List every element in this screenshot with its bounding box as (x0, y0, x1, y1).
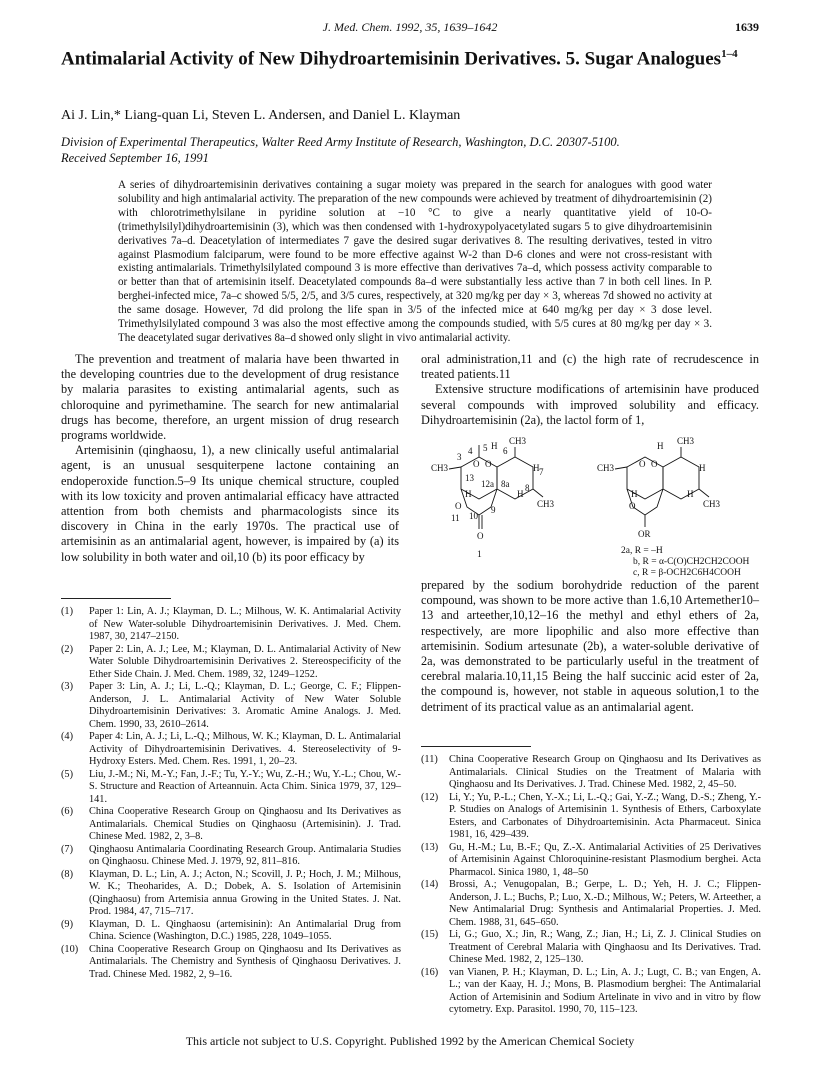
reference-item (61, 919, 401, 944)
reference-item (61, 731, 401, 769)
reference-item (421, 842, 761, 880)
atom-o: O (473, 459, 480, 469)
reference-text: Li, Y.; Yu, P.-L.; Chen, Y.-X.; Li, L.-Q.; Gai, Y.-Z.; Wang, D.-S.; Zheng, Y.-P. Studies on Analogs of Artemisinin 1. Synthesis of Ethers, Carboxylate Esters, and Carbonates of Dihydroartemisinin. Acta Pharmaceut. Sinica 1981, 16, 429–439. (449, 791, 761, 840)
affiliation-block (61, 134, 759, 166)
atom-num: 7 (539, 467, 544, 477)
atom-num: 13 (465, 473, 474, 483)
r-group-b: b, R = α-C(O)CH2CH2COOH (633, 557, 750, 567)
reference-item (61, 769, 401, 807)
reference-text: Paper 3: Lin, A. J.; Li, L.-Q.; Klayman, D. L.; George, C. F.; Flippen-Anderson, J. L. Antimalarial Activity of New Water Soluble Dihydroartemisinin Derivatives: 3. Aromatic Amine Analogs. J. Med. Chem. 1990, 33, 2610–2614. (89, 681, 401, 730)
compound-2-labels (597, 436, 750, 577)
reference-item (61, 681, 401, 731)
atom-h: H (699, 463, 706, 473)
atom-ch3: CH3 (431, 463, 449, 473)
reference-number: (1) (61, 606, 74, 617)
reference-number: (3) (61, 681, 74, 692)
chemical-structures (421, 427, 759, 577)
reference-text: China Cooperative Research Group on Qinghaosu and Its Derivatives as Antimalarials. The Chemistry and Synthesis of Qinghaosu Derivatives. J. Trad. Chinese Med. 1982, 2, 9–16. (89, 943, 401, 980)
atom-num: 8 (525, 483, 530, 493)
reference-item (421, 929, 761, 967)
reference-number: (12) (421, 791, 439, 803)
footnote-rule (61, 598, 171, 599)
reference-item (421, 879, 761, 929)
compound-1-label: 1 (477, 550, 482, 560)
affiliation: Division of Experimental Therapeutics, Walter Reed Army Institute of Research, Washington, D.C. 20307-5100. (61, 135, 620, 149)
reference-item (61, 844, 401, 869)
reference-item (421, 967, 761, 1017)
atom-num: 9 (491, 505, 496, 515)
left-column (61, 352, 399, 565)
atom-o: O (639, 459, 646, 469)
reference-number: (2) (61, 643, 74, 655)
reference-number: (15) (421, 929, 439, 940)
reference-item (421, 754, 761, 792)
reference-text: Paper 1: Lin, A. J.; Klayman, D. L.; Milhous, W. K. Antimalarial Activity of New Water-soluble Dihydroartemisinin Derivatives. J. Med. Chem. 1987, 30, 2147–2150. (89, 606, 401, 642)
title-ref-sup: 1–4 (721, 48, 738, 60)
atom-o: O (485, 459, 492, 469)
r-group-a: 2a, R = –H (621, 546, 663, 556)
reference-number: (7) (61, 843, 74, 855)
reference-item (61, 806, 401, 844)
body-paragraph: Extensive structure modifications of artemisinin have produced several compounds with improved solubility and efficacy. Dihydroartemisinin (2a), the lactol form of 1, (421, 382, 759, 427)
reference-text: Paper 4: Lin, A. J.; Li, L.-Q.; Milhous, W. K.; Klayman, D. L. Antimalarial Activity of Dihydroartemisinin Derivatives. 4. Stereoselectivity of 9-Hydroxy Esters. Med. Chem. Res. 1991, 1, 20–23. (89, 731, 401, 767)
reference-number: (13) (421, 841, 439, 853)
atom-num: 8a (501, 479, 510, 489)
reference-number: (6) (61, 806, 74, 817)
copyright-footer: This article not subject to U.S. Copyright. Published 1992 by the American Chemical Society (185, 1034, 635, 1048)
reference-text: Li, G.; Guo, X.; Jin, R.; Wang, Z.; Jian, H.; Li, Z. J. Clinical Studies on Treatment of Cerebral Malaria with Qinghaosu and Its Derivatives. Trad. Chinese Med. 1982, 2, 125–130. (449, 929, 761, 965)
atom-ch3: CH3 (509, 436, 527, 446)
atom-h: H (517, 489, 524, 499)
reference-text: China Cooperative Research Group on Qinghaosu and Its Derivatives as Antimalarials. Clinical Studies on the Treatment of Malaria with Qinghaosu and Its Derivatives. J. Trad. Chinese Med. 1982, 2, 45–50. (449, 754, 761, 790)
reference-list-right (421, 754, 761, 1017)
structure-drawing (421, 427, 759, 577)
reference-item (61, 606, 401, 644)
atom-h: H (465, 489, 472, 499)
reference-number: (9) (61, 918, 74, 930)
reference-item (61, 644, 401, 682)
reference-text: Gu, H.-M.; Lu, B.-F.; Qu, Z.-X. Antimalarial Activities of 25 Derivatives of Artemisinin Against Chloroquinine-resistant Plasmodium berghei. Acta Pharmacol. Sinica 1980, 1, 48–50 (449, 841, 761, 878)
atom-ch3: CH3 (537, 499, 555, 509)
page-number: 1639 (735, 20, 759, 34)
atom-num: 3 (457, 452, 462, 462)
reference-number: (10) (61, 943, 79, 955)
reference-text: Qinghaosu Antimalaria Coordinating Research Group. Antimalaria Studies on Qinghaosu. Chinese Med. J. 1979, 92, 811–816. (89, 843, 401, 867)
atom-ch3: CH3 (677, 436, 695, 446)
reference-number: (11) (421, 754, 438, 765)
reference-item (61, 944, 401, 982)
reference-number: (4) (61, 731, 74, 742)
atom-num: 5 (483, 443, 488, 453)
reference-item (61, 869, 401, 919)
received-date: Received September 16, 1991 (61, 151, 209, 165)
body-paragraph: Artemisinin (qinghaosu, 1), a new clinically useful antimalarial agent, is an unusual sesquiterpene lactone containing an endoperoxide function.5–9 Its unique chemical structure, coupled with its low toxicity and proven antimalarial efficacy have attracted attention from both chemists and pharmacologists since its discovery in China in the early 1970s. The practical use of artemisinin as an antimalarial agent, however, is impaired by (a) its low solubility in both water and oil,10 (b) its poor efficacy by (61, 443, 399, 564)
reference-list-left (61, 606, 401, 981)
abstract: A series of dihydroartemisinin derivatives containing a sugar moiety was prepared in the search for analogues with good water solubility and high antimalarial activity. The preparation of the new compounds were achieved by treatment of dihydroartemisinin (2) with chlorotrimethylsilane in pyridine solution at −10 °C to give a nearly quantitative yield of 10-O-(trimethylsilyl)dihydroartemisinin (3), which was then condensed with 1-hydroxypolyacetylated sugars 5 to give dihydroartemisinin derivatives 7a–d. Deacetylation of intermediates 7 gave the desired sugar derivatives 8. The resulting derivatives, tested in vitro against Plasmodium falciparum, were found to be more effective against W-2 than D-6 clones and were not cross-resistant with existing antimalarials. Trimethylsilylated compound 3 is more effective than derivatives 7a–d, which possess activity comparable to or better than that of artemisinin itself. Deacetylated compounds 8a–d were substantially less active than 7 in both cell lines. In P. berghei-infected mice, 7a–c showed 5/5, 2/5, and 3/5 cures, respectively, at 320 mg/kg per day × 3, whereas 7d showed no activity at the same dosage. However, 7d did prolong the life span in 3/5 of the infected mice at 640 mg/kg per day × 3 dose level. Trimethylsilylated compound 3 was also the most effective among the compounds studied, with 5/5 cures at 80 mg/kg per day × 3. The deacetylated sugar derivatives 8a–d showed only slight in vivo antimalarial activity. (118, 179, 712, 344)
reference-number: (8) (61, 868, 74, 880)
atom-o: O (477, 531, 484, 541)
atom-num: 10 (469, 511, 478, 521)
atom-h: H (491, 441, 498, 451)
reference-text: China Cooperative Research Group on Qinghaosu and Its Derivatives as Antimalarials. Chemical Studies on Qinghaosu (Artemisinin). J. Trad. Chinese Med. 1982, 2, 3–8. (89, 806, 401, 842)
compound-1-labels (431, 436, 555, 560)
atom-ch3: CH3 (703, 499, 721, 509)
r-group-c: c, R = β-OCH2C6H4COOH (633, 568, 741, 577)
body-paragraph: oral administration,11 and (c) the high rate of recrudescence in treated patients.11 (421, 352, 759, 382)
reference-item (421, 792, 761, 842)
atom-h: H (657, 441, 664, 451)
atom-num: 12a (481, 479, 494, 489)
atom-o: O (455, 501, 462, 511)
footnote-rule (421, 746, 531, 747)
body-paragraph: prepared by the sodium borohydride reduction of the parent compound, was shown to be more active than 1.6,10 Artemether10–13 and arteether,10,12–16 the methyl and ethyl ethers of 2a, respectively, are more lipophilic and also more effective than artemisinin. Sodium artesunate (2b), a water-soluble derivative of 2a, was demonstrated to be particularly useful in the treatment of cerebral malaria.10,11,15 Being the half succinic acid ester of 2a, the compound is, however, not stable in aqueous solution,1 to the detriment of its practical value as an antimalarial agent. (421, 578, 759, 714)
atom-o: O (629, 501, 636, 511)
atom-h: H (687, 489, 694, 499)
atom-h: H (533, 463, 540, 473)
atom-h: H (631, 489, 638, 499)
atom-o: O (651, 459, 658, 469)
journal-citation: J. Med. Chem. 1992, 35, 1639–1642 (322, 20, 498, 34)
reference-text: Liu, J.-M.; Ni, M.-Y.; Fan, J.-F.; Tu, Y.-Y.; Wu, Z.-H.; Wu, Y.-L.; Chou, W.-S. Structure and Reaction of Arteannuin. Acta Chim. Sinica 1979, 37, 129–141. (89, 768, 401, 805)
reference-text: van Vianen, P. H.; Klayman, D. L.; Lin, A. J.; Lugt, C. B.; van Engen, A. L.; van der Kaay, H. J.; Mons, B. Plasmodium berghei: The Antimalarial Action of Artemisinin and Sodium Artelinate in vivo and in vitro by flow cytometry. Exp. Parasitol. 1990, 70, 115–123. (449, 966, 761, 1015)
atom-num: 4 (468, 446, 473, 456)
atom-num: 6 (503, 446, 508, 456)
running-header (61, 20, 759, 36)
title-text: Antimalarial Activity of New Dihydroartemisinin Derivatives. 5. Sugar Analogues (61, 48, 722, 70)
author-list: Ai J. Lin,* Liang-quan Li, Steven L. Andersen, and Daniel L. Klayman (61, 108, 461, 123)
reference-number: (5) (61, 768, 74, 780)
body-paragraph: The prevention and treatment of malaria have been thwarted in the developing countries due to the development of drug resistance by malaria parasites to existing antimalarial agents, such as chloroquine and pyrimethamine. The search for new antimalarial drugs has become, therefore, an urgent mission of drug research programs worldwide. (61, 352, 399, 443)
reference-number: (16) (421, 966, 439, 978)
reference-text: Paper 2: Lin, A. J.; Lee, M.; Klayman, D. L. Antimalarial Activity of New Water Soluble Dihydroartemisinin Derivatives 2. Stereospecificity of the Ether Side Chain. J. Med. Chem. 1989, 32, 1249–1252. (89, 643, 401, 680)
reference-text: Klayman, D. L. Qinghaosu (artemisinin): An Antimalarial Drug from China. Science (Washington, D.C.) 1985, 228, 1049–1055. (89, 918, 401, 942)
atom-num: 11 (451, 513, 460, 523)
atom-ch3: CH3 (597, 463, 615, 473)
reference-number: (14) (421, 879, 439, 890)
reference-text: Brossi, A.; Venugopalan, B.; Gerpe, L. D.; Yeh, H. J. C.; Flippen-Anderson, J. L.; Buchs, P.; Luo, X.-D.; Milhous, W.; Peters, W. Arteether, a New Antimalarial Drug: Synthesis and Antimalarial Properties. J. Med. Chem. 1988, 31, 645–650. (449, 879, 761, 928)
reference-text: Klayman, D. L.; Lin, A. J.; Acton, N.; Scovill, J. P.; Hoch, J. M.; Milhous, W. K.; Theoharides, A. D.; Dobek, A. S. Isolation of Artemisinin (Qinghaosu) from Artemisia annua Growing in the United States. J. Nat. Prod. 1984, 47, 715–717. (89, 868, 401, 917)
atom-or: OR (638, 529, 651, 539)
compound-2-skeleton (615, 447, 709, 527)
article-title (61, 42, 759, 71)
